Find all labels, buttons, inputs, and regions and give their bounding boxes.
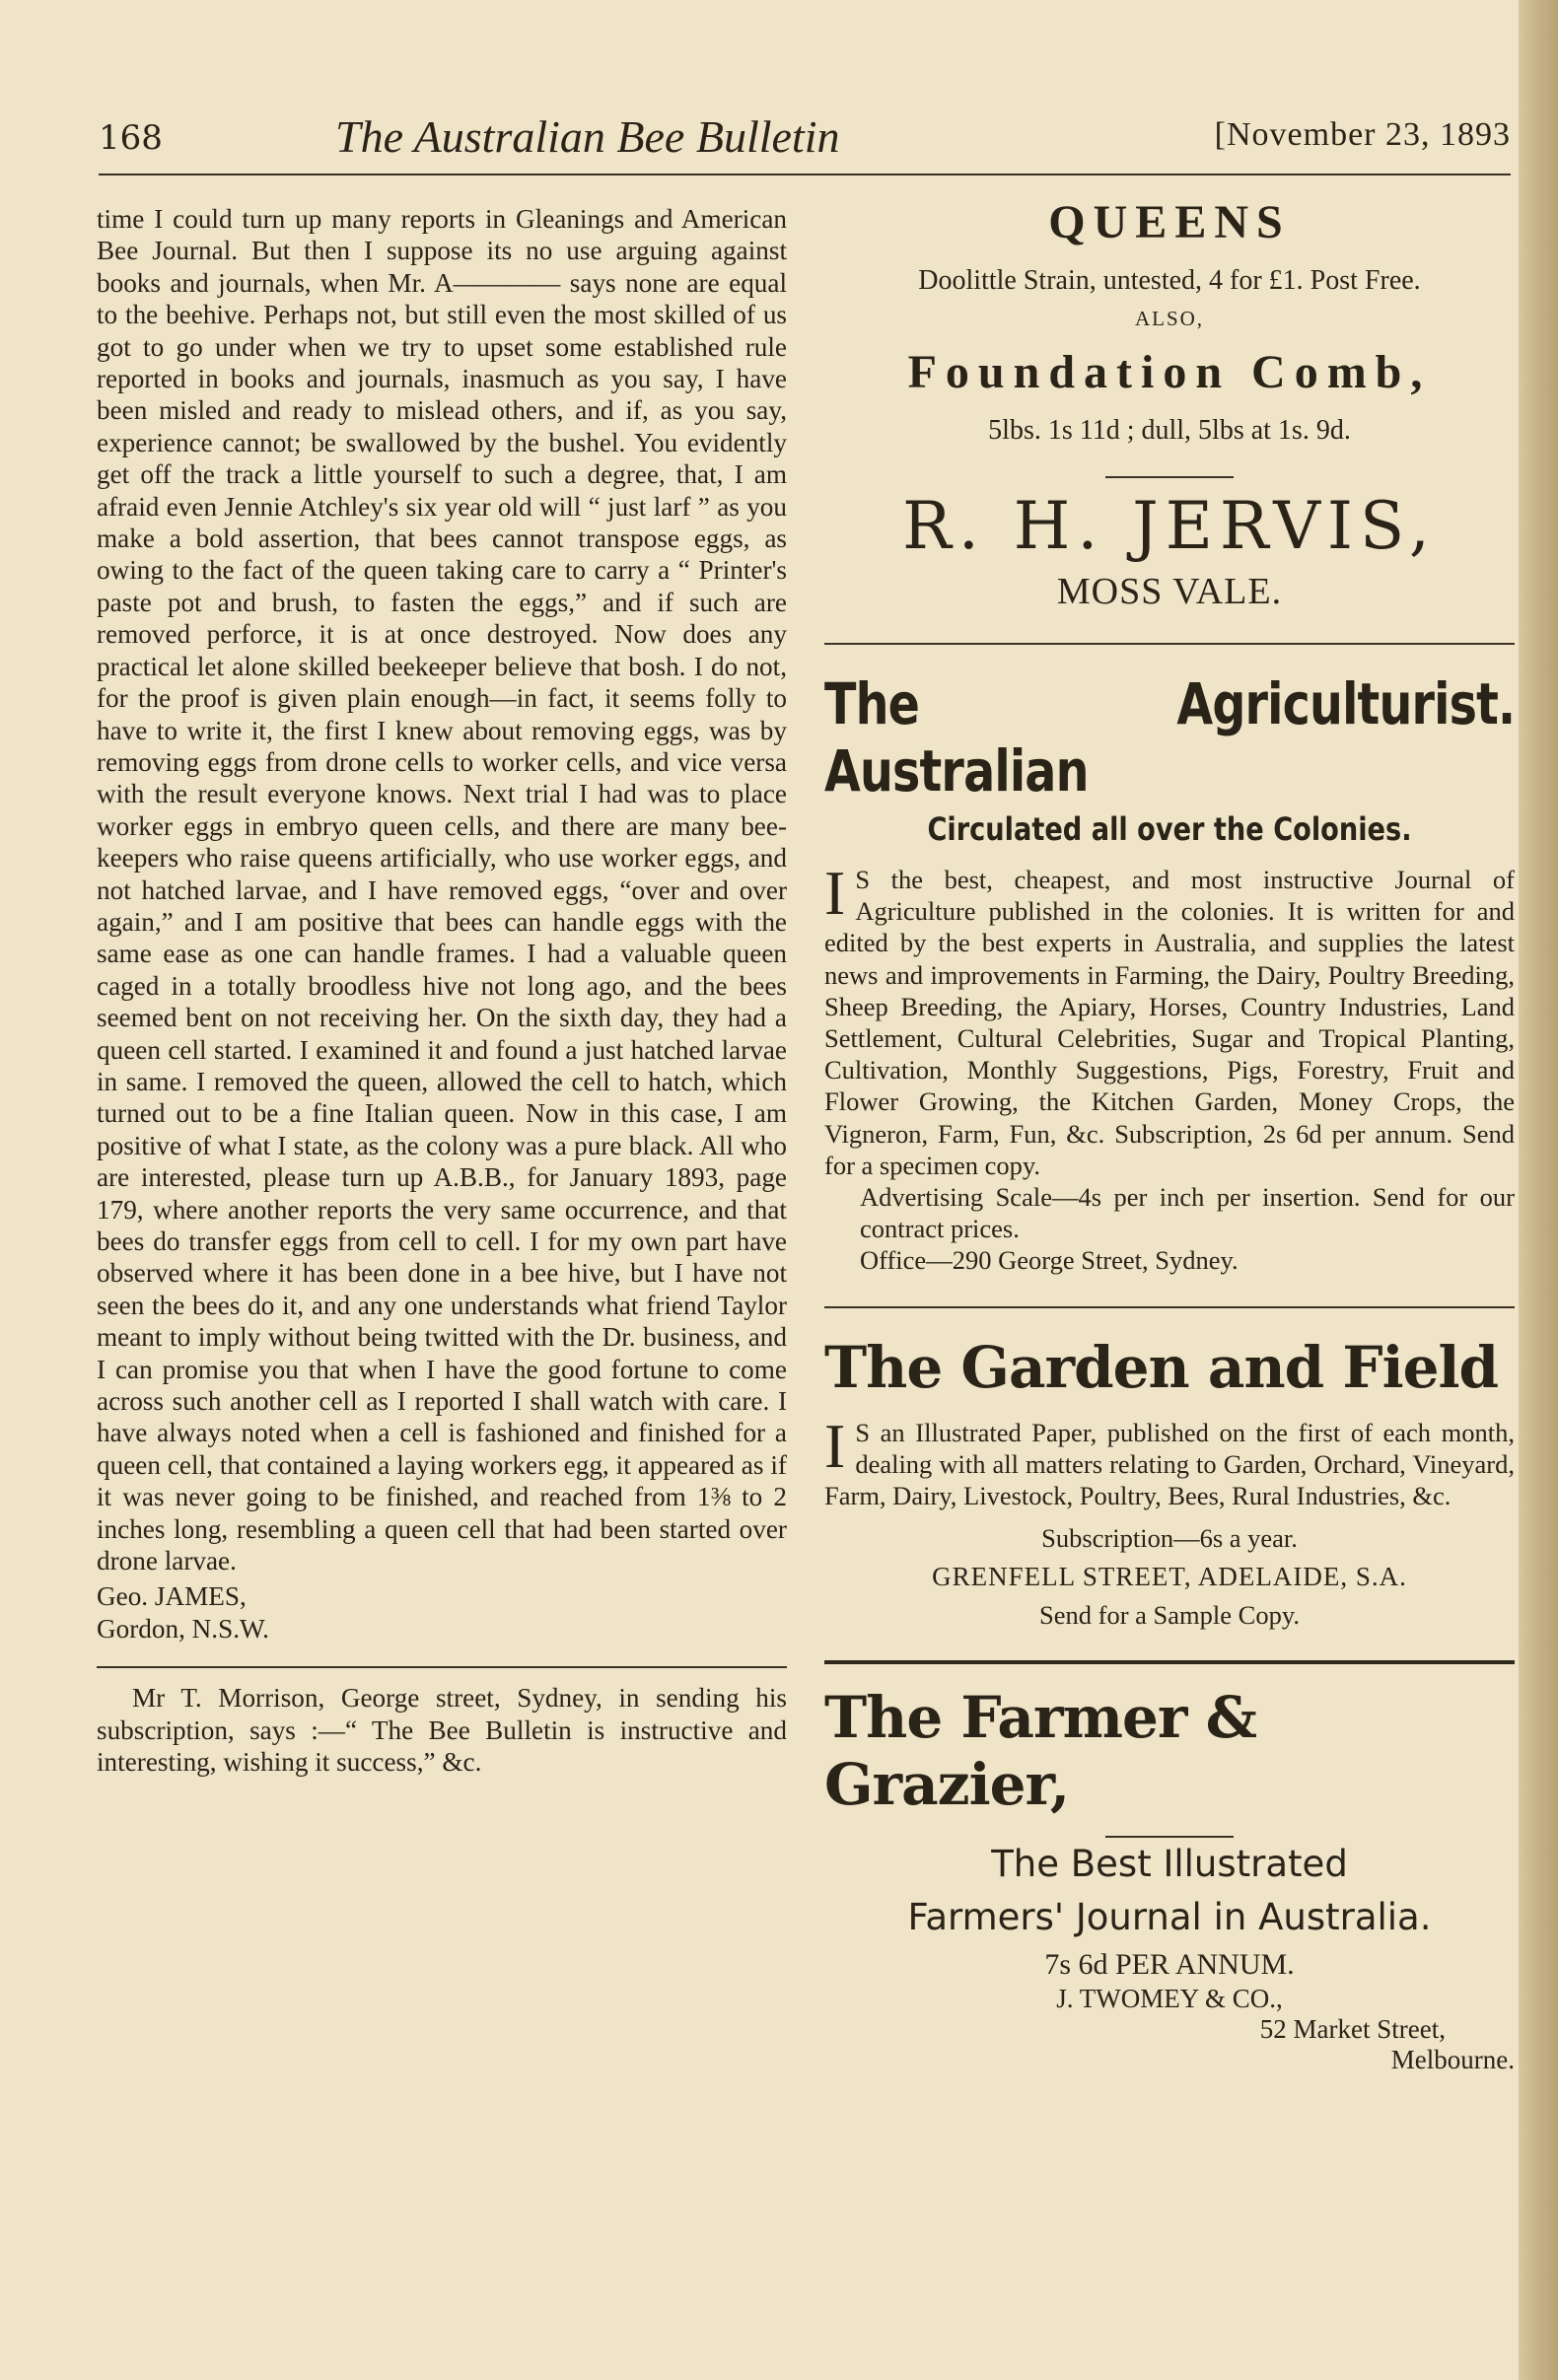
article-body: time I could turn up many reports in Gleanings and American Bee Journal. But then I suppose its no use arguing against books and journals, when Mr. A———— says none are equal to the beehive. Perhaps not, but still even the most skilled of us got to go under when we try to upset some established rule reported in books and journals, inasmuch as you say, I have been misled and ready to mislead others, and if, as you say, experience cannot; be swallowed by the bushel. You evidently get off the track a little yourself to such a degree, that, I am afraid even Jennie Atchley's six year old will “ just larf ” as you make a bold assertion, that bees cannot transpose eggs, as owing to the fact of the queen taking care to carry a “ Printer's paste pot and brush, to fasten the eggs,” and if such are removed perforce, it is at once destroyed. Now does any practical let alone skilled beekeeper believe that bosh. I do not, for the proof is given plain enough—in fact, it seems folly to have to write it, the first I knew about removing eggs, was by removing eggs from drone cells to worker cells, and vice versa with the result everyone knows. Next trial I had was to place worker eggs in embryo queen cells, and there are many bee-keepers who raise queens artificially, who use worker eggs, and not hatched larvae, and I have removed eggs, “over and over again,” and I am positive that bees can handle eggs with the same ease as one can handle frames. I had a valuable queen caged in a totally broodless hive not long ago, and the bees seemed bent on not receiving her. On the sixth day, they had a queen cell started. I examined it and found a just hatched larvae in same. I removed the queen, allowed the cell to hatch, which turned out to be a fine Italian queen. Now in this case, I am positive of what I state, as the colony was a pure black. All who are interested, please turn up A.B.B., for January 1893, page 179, where another reports the very same occurrence, and that bees do transfer eggs from cell to cell. I for my own part have observed where it has been done in a bee hive, but I have not seen the bees do it, and any one understands what friend Taylor meant to imply without being twitted with the Dr. business, and I can promise you that when I have the good fortune to come across such another cell as I reported I shall watch with care. I have always noted when a cell is fashioned and finished for a queen cell, that contained a laying workers egg, it appeared as if it was never going to be finished, and reached from 1⅜ to 2 inches long, resembling a queen cell that had been started over drone larvae. <box>97 204 787 1576</box>
also-label: ALSO, <box>1134 307 1205 330</box>
office-address: Office—290 George Street, Sydney. <box>860 1245 1239 1276</box>
garden-text: S an Illustrated Paper, published on the first of each month, dealing with all matters relating to Garden, Orchard, Vineyard, Farm, Dairy, Livestock, Poultry, Bees, Rural Industries, &c. <box>824 1417 1515 1511</box>
farmer-price: 7s 6d PER ANNUM. <box>1044 1948 1295 1982</box>
drop-cap: I <box>824 858 846 928</box>
signature <box>97 1580 787 1645</box>
jervis-ad <box>824 195 1515 613</box>
short-rule <box>1105 476 1234 478</box>
agriculturist-title <box>824 670 1515 805</box>
garden-subscription: Subscription—6s a year. <box>1041 1523 1298 1554</box>
garden-address: GRENFELL STREET, ADELAIDE, S.A. <box>932 1562 1407 1592</box>
farmer-sub1: The Best Illustrated <box>991 1843 1348 1886</box>
thick-rule <box>824 1660 1515 1664</box>
farmer-company: J. TWOMEY & CO., <box>1056 1984 1283 2014</box>
ad-rule <box>824 1306 1515 1308</box>
foundation-price: 5lbs. 1s 11d ; dull, 5lbs at 1s. 9d. <box>988 415 1351 446</box>
queens-heading: QUEENS <box>1048 196 1291 248</box>
ad-rule <box>824 643 1515 645</box>
farmer-title: The Farmer & Grazier, <box>824 1684 1256 1819</box>
garden-sample: Send for a Sample Copy. <box>1039 1600 1300 1631</box>
farmer-city: Melbourne. <box>1390 2045 1515 2075</box>
agriculturist-body <box>824 858 1515 1277</box>
issue-date: [November 23, 1893 <box>1214 116 1511 153</box>
advertiser-name: R. H. JERVIS, <box>902 488 1437 564</box>
journal-title: The Australian Bee Bulletin <box>335 111 840 162</box>
farmer-ad <box>824 1684 1515 2075</box>
column-separator <box>97 1666 787 1668</box>
subscriber-note: Mr T. Morrison, George street, Sydney, in sending his subscription, says :—“ The Bee Bulletin is instructive and interesting, wishing it success,” &c. <box>97 1683 787 1778</box>
agriculturist-ad <box>824 670 1515 1277</box>
agriculturist-title-left: The Australian <box>824 670 1089 805</box>
farmer-street: 52 Market Street, <box>1259 2014 1446 2045</box>
garden-ad <box>824 1334 1515 1632</box>
garden-body <box>824 1410 1515 1512</box>
foundation-heading: Foundation Comb, <box>907 346 1432 398</box>
signature-place: Gordon, N.S.W. <box>97 1613 269 1644</box>
left-column <box>97 203 787 2047</box>
advertising-scale: Advertising Scale—4s per inch per insertion. Send for our contract prices. <box>860 1182 1515 1244</box>
agriculturist-title-right: Agriculturist. <box>1176 670 1516 737</box>
signature-name: Geo. JAMES, <box>97 1581 247 1612</box>
page-header <box>99 110 1511 170</box>
header-rule <box>99 174 1511 175</box>
garden-title: The Garden and Field <box>824 1333 1499 1401</box>
page-number: 168 <box>99 118 163 158</box>
page-edge <box>1519 0 1558 2380</box>
drop-cap: I <box>824 1410 846 1481</box>
advertiser-place: MOSS VALE. <box>1056 571 1283 612</box>
doolittle-line: Doolittle Strain, untested, 4 for £1. Post Free. <box>918 265 1421 296</box>
agriculturist-subtitle: Circulated all over the Colonies. <box>927 810 1412 848</box>
right-column <box>824 193 1515 2075</box>
farmer-sub2: Farmers' Journal in Australia. <box>907 1896 1432 1939</box>
agriculturist-text: S the best, cheapest, and most instructive Journal of Agriculture published in the colonies. It is written for and edited by the best experts in Australia, and supplies the latest news and improvements in Farming, the Dairy, Poultry Breeding, Sheep Breeding, the Apiary, Horses, Country Industries, Land Settlement, Cultural Celebrities, Sugar and Tropical Planting, Cultivation, Monthly Suggestions, Pigs, Forestry, Fruit and Flower Growing, the Kitchen Garden, Money Crops, the Vigneron, Farm, Fun, &c. Subscription, 2s 6d per annum. Send for a specimen copy. <box>824 865 1515 1180</box>
